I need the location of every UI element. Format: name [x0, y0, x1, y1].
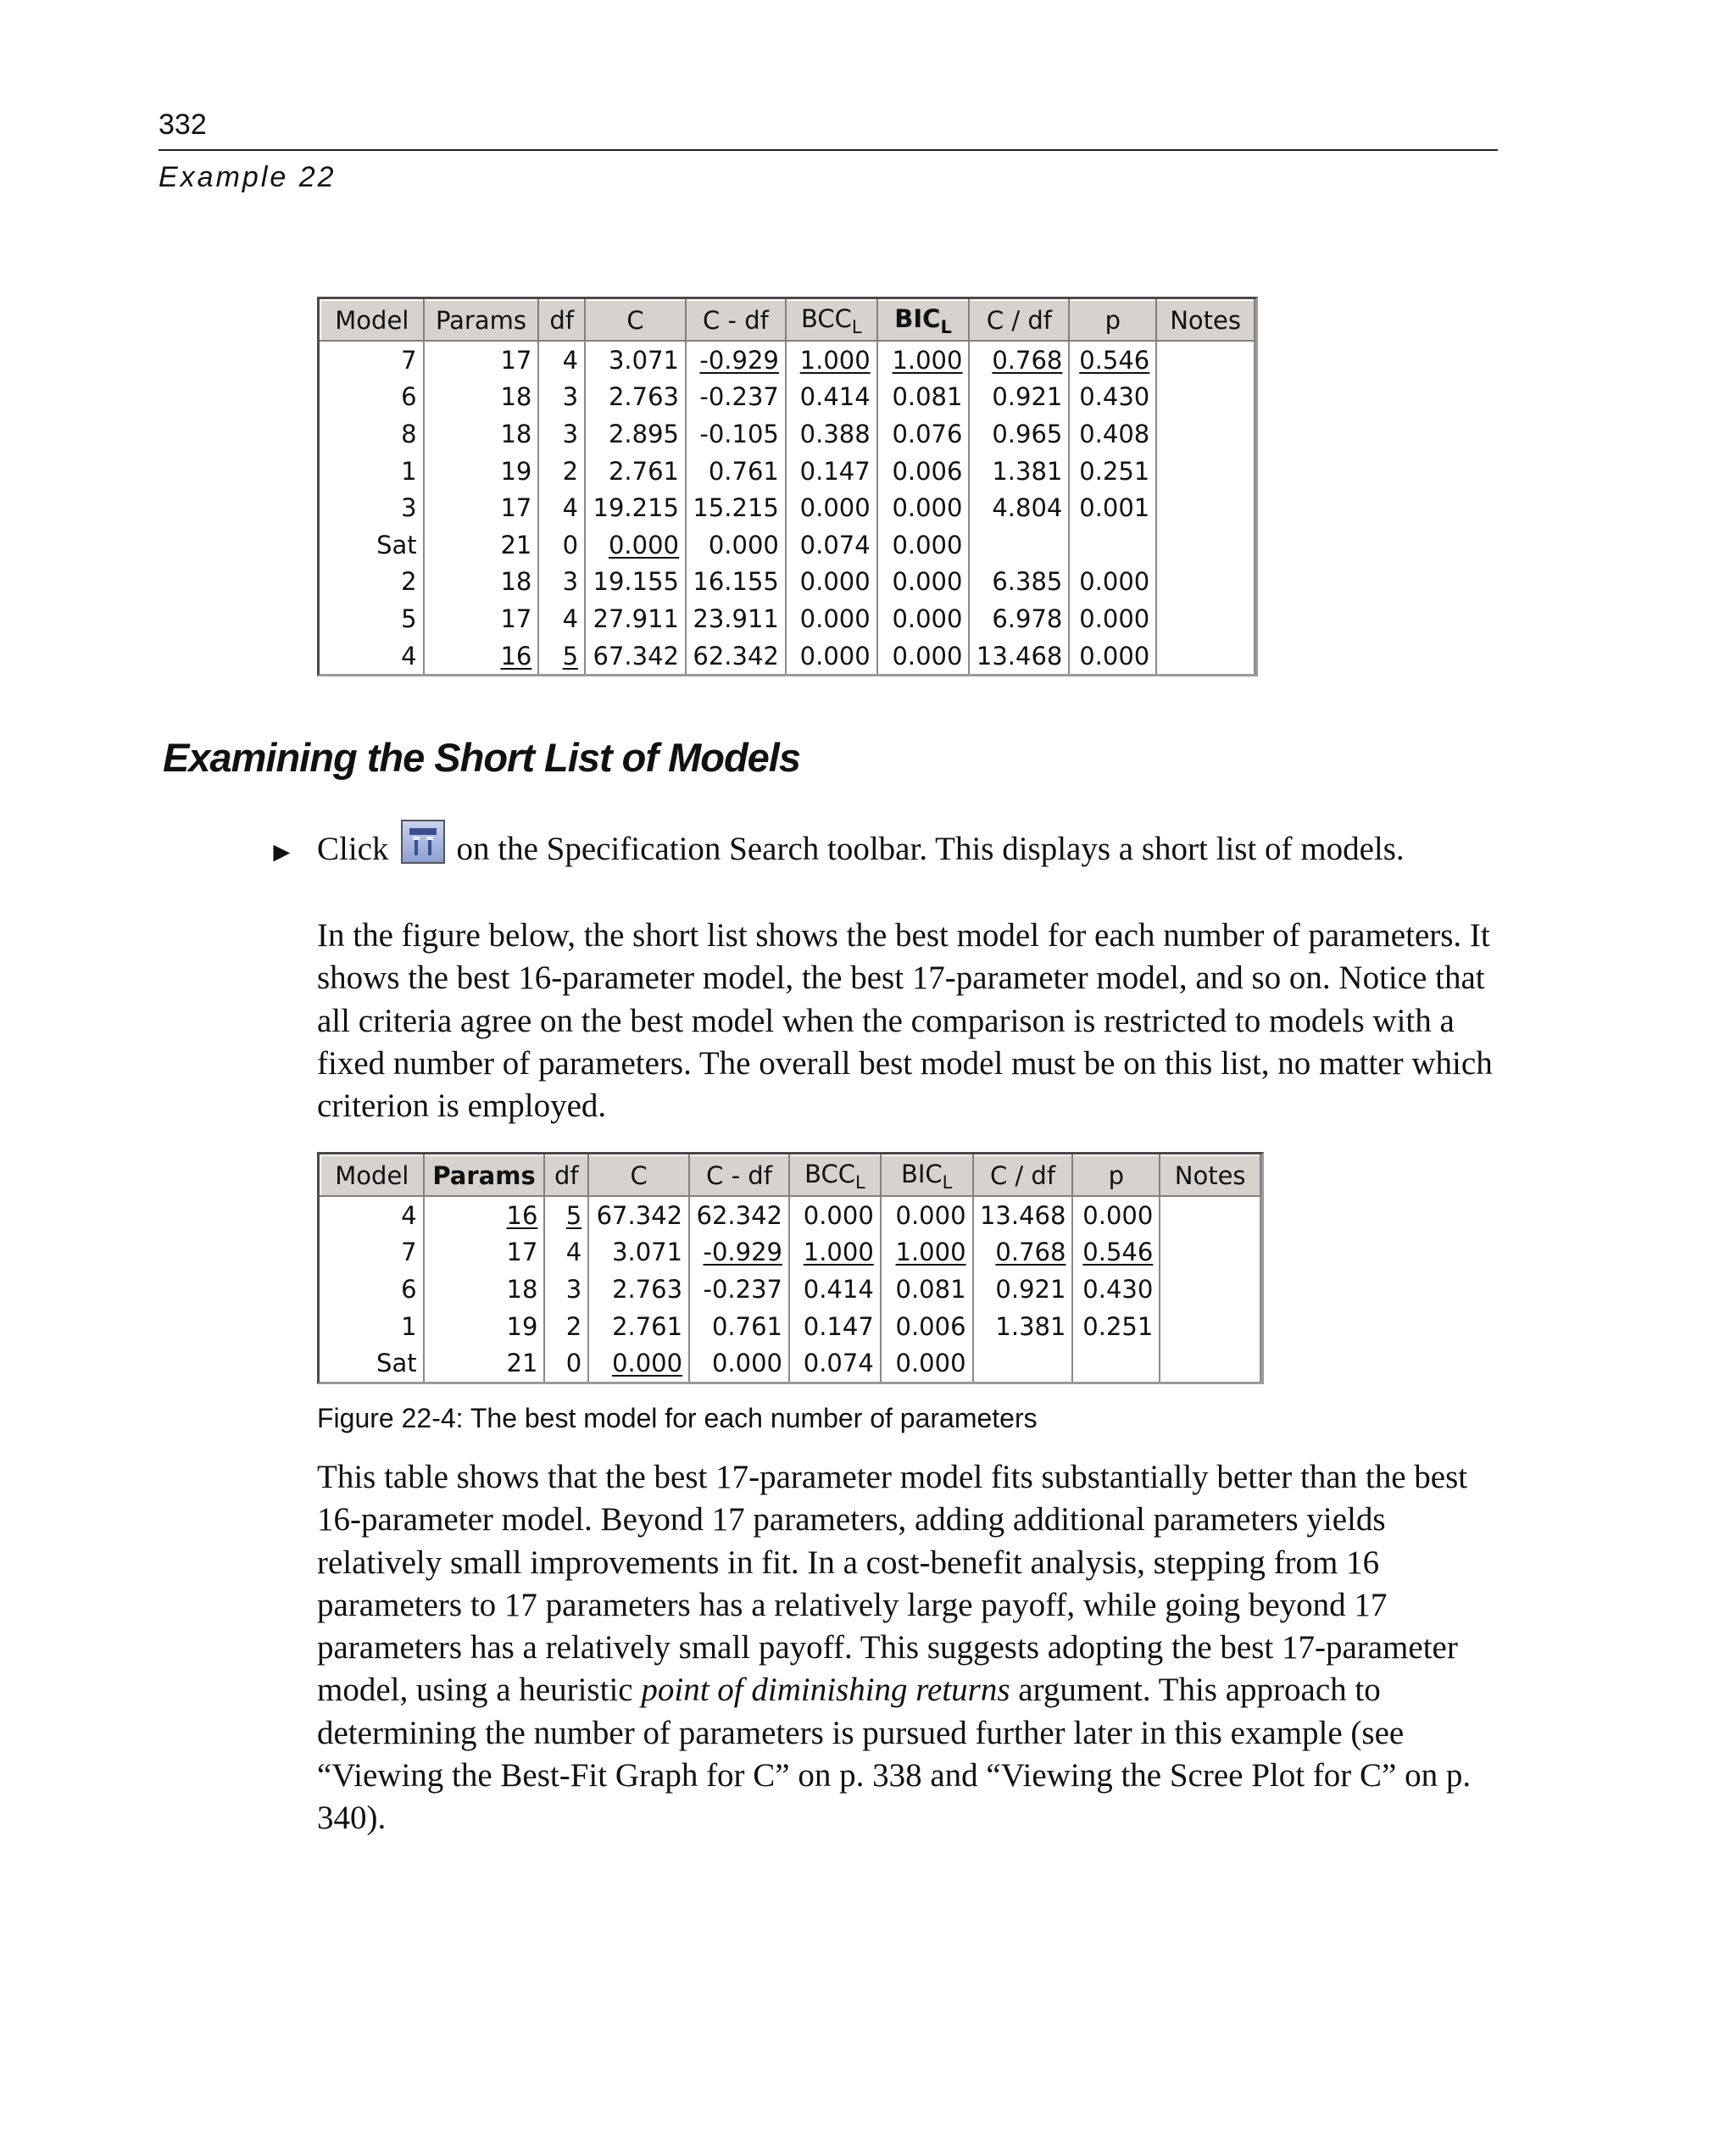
bullet-arrow: ► — [268, 837, 296, 868]
table-cell — [1156, 379, 1255, 416]
table-cell: 0 — [538, 526, 585, 564]
table-cell — [1069, 526, 1156, 564]
table-cell: 1.000 — [789, 1234, 881, 1271]
table-cell: 5 — [320, 600, 424, 637]
table-row[interactable] — [320, 453, 1255, 490]
table-cell — [1156, 564, 1255, 601]
column-header-label: C / df — [986, 306, 1052, 335]
table-cell: 0.006 — [881, 1308, 973, 1345]
column-header[interactable] — [1160, 1155, 1260, 1196]
table-cell: 0.000 — [877, 637, 970, 675]
table-header-row — [320, 300, 1255, 341]
table-cell: 0.414 — [789, 1271, 881, 1308]
table-cell: 0.000 — [786, 489, 877, 526]
column-header-label: C / df — [989, 1161, 1056, 1190]
table-cell: 0.000 — [877, 564, 970, 601]
column-header-label: df — [554, 1161, 579, 1190]
table-cell: 0.388 — [786, 415, 877, 453]
table-cell: 6 — [320, 1271, 424, 1308]
column-header[interactable] — [1069, 300, 1156, 341]
table-cell: 4 — [538, 600, 585, 637]
table-cell: 19.155 — [585, 564, 686, 601]
table-cell: 1.381 — [969, 453, 1069, 490]
table-cell: 2.895 — [585, 415, 686, 453]
table-cell — [1156, 341, 1255, 379]
table-cell: 4 — [320, 1196, 424, 1234]
table-cell: 0.921 — [969, 379, 1069, 416]
table-row[interactable] — [320, 526, 1255, 564]
table-cell: 4.804 — [969, 489, 1069, 526]
table-cell: 0.251 — [1072, 1308, 1160, 1345]
table-cell — [973, 1344, 1073, 1382]
table-cell: 16.155 — [686, 564, 786, 601]
table-cell: Sat — [320, 1344, 424, 1382]
table-row[interactable] — [320, 1234, 1260, 1271]
table-cell: 0.000 — [877, 526, 970, 564]
table-cell: -0.237 — [686, 379, 786, 416]
table-cell: 19.215 — [585, 489, 686, 526]
table-cell — [1160, 1196, 1260, 1234]
table-cell: 0.000 — [1069, 637, 1156, 675]
running-head: Example 22 — [159, 161, 337, 193]
table-cell: 6 — [320, 379, 424, 416]
table-cell: 8 — [320, 415, 424, 453]
table-cell: 2.761 — [588, 1308, 689, 1345]
table-cell: -0.105 — [686, 415, 786, 453]
column-header-label: C - df — [703, 306, 769, 335]
column-header[interactable] — [1072, 1155, 1160, 1196]
section-heading: Examining the Short List of Models — [163, 735, 800, 780]
table-cell: 4 — [538, 489, 585, 526]
table-cell: 3.071 — [585, 341, 686, 379]
column-header[interactable] — [320, 300, 424, 341]
table-cell: 2 — [320, 564, 424, 601]
paragraph-text-after: argument. This approach to determining the number of parameters is pursued further later in this example (see “Viewing the Best-Fit Graph for C” on p. 338 and “Viewing the Scree Plot for C” on p. 340). — [317, 1672, 1472, 1837]
column-header[interactable] — [544, 1155, 588, 1196]
column-header[interactable] — [538, 300, 585, 341]
table-cell: 67.342 — [588, 1196, 689, 1234]
column-header-label: C — [626, 306, 644, 335]
table-cell — [1156, 453, 1255, 490]
table-cell: 0.000 — [1069, 564, 1156, 601]
column-header[interactable] — [588, 1155, 689, 1196]
table-cell: 19 — [424, 453, 539, 490]
table-cell: 0.001 — [1069, 489, 1156, 526]
column-header[interactable] — [686, 300, 786, 341]
table-cell: 0.921 — [973, 1271, 1073, 1308]
table-cell: 0.000 — [786, 564, 877, 601]
table-cell: 16 — [424, 1196, 545, 1234]
table-cell: -0.237 — [689, 1271, 789, 1308]
table-row[interactable] — [320, 489, 1255, 526]
table-row[interactable] — [320, 600, 1255, 637]
table-cell: 0 — [544, 1344, 588, 1382]
column-header-subscript: L — [851, 316, 862, 337]
table-cell: 5 — [544, 1196, 588, 1234]
table-cell: 0.768 — [969, 341, 1069, 379]
table-cell: 0.965 — [969, 415, 1069, 453]
table-cell: 0.761 — [686, 453, 786, 490]
table-cell: 3 — [538, 415, 585, 453]
column-header-label: C - df — [706, 1161, 772, 1190]
table-cell — [1072, 1344, 1160, 1382]
table-cell: 0.430 — [1069, 379, 1156, 416]
table-cell: 0.074 — [786, 526, 877, 564]
table-cell: 0.251 — [1069, 453, 1156, 490]
column-header[interactable] — [973, 1155, 1073, 1196]
table-cell: 19 — [424, 1308, 545, 1345]
table-cell: 1.000 — [877, 341, 970, 379]
column-header-label: p — [1108, 1161, 1125, 1190]
instruction-text: on the Specification Search toolbar. This displays a short list of models. — [456, 830, 1405, 867]
column-header[interactable] — [969, 300, 1069, 341]
table-cell: 23.911 — [686, 600, 786, 637]
paragraph-italic-phrase: point of diminishing returns — [641, 1672, 1010, 1709]
column-header[interactable] — [877, 300, 970, 341]
table-cell: 0.147 — [789, 1308, 881, 1345]
table-cell: 1 — [320, 453, 424, 490]
column-header-label: Model — [335, 1161, 409, 1190]
table-cell: 0.000 — [789, 1196, 881, 1234]
table-cell: 1 — [320, 1308, 424, 1345]
column-header-subscript: L — [854, 1171, 865, 1193]
table-cell — [1160, 1234, 1260, 1271]
table-cell: 1.000 — [786, 341, 877, 379]
table-cell: 21 — [424, 526, 539, 564]
column-header[interactable] — [689, 1155, 789, 1196]
table-cell: 17 — [424, 489, 539, 526]
model-fit-table-full — [317, 297, 1258, 676]
table-cell: 0.408 — [1069, 415, 1156, 453]
column-header[interactable] — [881, 1155, 973, 1196]
table-row[interactable] — [320, 341, 1255, 379]
column-header-subscript: L — [942, 1171, 953, 1193]
click-word: Click — [317, 830, 389, 867]
table-cell — [1160, 1344, 1260, 1382]
table-cell: 3 — [538, 564, 585, 601]
table-cell: 62.342 — [689, 1196, 789, 1234]
table-cell: 4 — [544, 1234, 588, 1271]
column-header[interactable] — [786, 300, 877, 341]
table-cell: 0.414 — [786, 379, 877, 416]
table-cell: 0.000 — [689, 1344, 789, 1382]
column-header-label: BCC — [800, 303, 852, 333]
table-cell: 0.768 — [973, 1234, 1073, 1271]
table-cell: 0.081 — [877, 379, 970, 416]
table-cell: 0.000 — [1072, 1196, 1160, 1234]
column-header[interactable] — [424, 1155, 545, 1196]
table-cell: 15.215 — [686, 489, 786, 526]
table-row[interactable] — [320, 415, 1255, 453]
table-cell: 21 — [424, 1344, 545, 1382]
table-cell: 67.342 — [585, 637, 686, 675]
table-cell: 0.546 — [1072, 1234, 1160, 1271]
table-cell: 4 — [538, 341, 585, 379]
table-cell — [1156, 526, 1255, 564]
table-cell: 6.385 — [969, 564, 1069, 601]
table-cell: 0.074 — [789, 1344, 881, 1382]
table-cell: 0.000 — [686, 526, 786, 564]
column-header-label: BIC — [900, 1159, 943, 1188]
table-row[interactable] — [320, 637, 1255, 675]
table-cell: -0.929 — [686, 341, 786, 379]
table-cell: 0.000 — [1069, 600, 1156, 637]
paragraph-conclusion — [317, 1456, 1504, 1840]
table-cell: 0.076 — [877, 415, 970, 453]
table-cell: 2 — [538, 453, 585, 490]
table-cell: 0.000 — [881, 1196, 973, 1234]
column-header-label: Params — [432, 1161, 536, 1190]
table-cell: 0.000 — [786, 637, 877, 675]
table-cell: 0.000 — [585, 526, 686, 564]
column-header[interactable] — [789, 1155, 881, 1196]
table-cell: 2.763 — [585, 379, 686, 416]
table-cell — [969, 526, 1069, 564]
column-header-label: Model — [335, 306, 409, 335]
table-cell: 1.000 — [881, 1234, 973, 1271]
table-cell: 7 — [320, 341, 424, 379]
header-rule — [159, 149, 1498, 151]
table-cell: 3.071 — [588, 1234, 689, 1271]
table-header-row — [320, 1155, 1260, 1196]
table-cell: 17 — [424, 1234, 545, 1271]
table-cell: 18 — [424, 379, 539, 416]
table-cell: 3 — [544, 1271, 588, 1308]
table-cell — [1156, 637, 1255, 675]
model-fit-table-short — [317, 1152, 1264, 1384]
column-header[interactable] — [1156, 300, 1255, 341]
short-list-icon[interactable] — [401, 820, 445, 864]
table-cell — [1160, 1271, 1260, 1308]
column-header-label: Params — [435, 306, 526, 335]
table-cell: 18 — [424, 415, 539, 453]
table-cell: -0.929 — [689, 1234, 789, 1271]
table-cell: 0.546 — [1069, 341, 1156, 379]
column-header-label: Notes — [1170, 306, 1241, 335]
table-cell: 7 — [320, 1234, 424, 1271]
table-row[interactable] — [320, 564, 1255, 601]
column-header-label: p — [1104, 306, 1121, 335]
column-header-label: BCC — [804, 1159, 855, 1188]
table-cell: 17 — [424, 600, 539, 637]
table-cell: 0.000 — [877, 600, 970, 637]
table-cell: 0.000 — [877, 489, 970, 526]
paragraph-short-list: In the figure below, the short list shows the best model for each number of parameters. It shows the best 16-parameter model, the best 17-parameter model, and so on. Notice that all criteria agree on the best model when the comparison is restricted to models with a fixed number of parameters. The overall best model must be on this list, no matter which criterion is employed. — [317, 917, 1493, 1125]
table-row[interactable] — [320, 379, 1255, 416]
table-cell: 17 — [424, 341, 539, 379]
instruction-step — [317, 826, 1405, 871]
column-header-subscript: L — [940, 316, 952, 337]
table-cell: 13.468 — [973, 1196, 1073, 1234]
table-row[interactable] — [320, 1308, 1260, 1345]
table-cell: 0.081 — [881, 1271, 973, 1308]
page-number: 332 — [159, 108, 207, 141]
table-cell: 0.000 — [588, 1344, 689, 1382]
table-cell: 2.761 — [585, 453, 686, 490]
column-header[interactable] — [585, 300, 686, 341]
table-row[interactable] — [320, 1344, 1260, 1382]
table-cell: 0.000 — [786, 600, 877, 637]
table-cell: 0.430 — [1072, 1271, 1160, 1308]
table-cell: 18 — [424, 564, 539, 601]
column-header-label: BIC — [894, 303, 941, 333]
table-cell: 6.978 — [969, 600, 1069, 637]
table-cell: 2 — [544, 1308, 588, 1345]
table-cell — [1160, 1308, 1260, 1345]
column-header-label: df — [549, 306, 575, 335]
table-cell: 0.006 — [877, 453, 970, 490]
table-cell: 27.911 — [585, 600, 686, 637]
table-cell — [1156, 600, 1255, 637]
paragraph-text-before: This table shows that the best 17-parameter model fits substantially better than the best 16-parameter model. Beyond 17 parameters, adding additional parameters yields relatively small improvements in fit. In a cost-benefit analysis, stepping from 16 parameters to 17 parameters has a relatively large payoff, while going beyond 17 parameters has a relatively small payoff. This suggests adopting the best 17-parameter model, using a heuristic — [317, 1459, 1468, 1709]
table-cell: 0.147 — [786, 453, 877, 490]
table-cell: 4 — [320, 637, 424, 675]
table-cell — [1156, 415, 1255, 453]
column-header-label: Notes — [1174, 1161, 1246, 1190]
table-cell: 1.381 — [973, 1308, 1073, 1345]
table-cell: 0.761 — [689, 1308, 789, 1345]
column-header[interactable] — [320, 1155, 424, 1196]
table-cell: 62.342 — [686, 637, 786, 675]
column-header[interactable] — [424, 300, 539, 341]
table-row[interactable] — [320, 1196, 1260, 1234]
table-cell: 13.468 — [969, 637, 1069, 675]
column-header-label: C — [630, 1161, 648, 1190]
table-cell: 16 — [424, 637, 539, 675]
figure-caption: Figure 22-4: The best model for each number of parameters — [317, 1403, 1038, 1433]
table-cell: Sat — [320, 526, 424, 564]
table-cell: 18 — [424, 1271, 545, 1308]
table-cell — [1156, 489, 1255, 526]
table-cell: 3 — [538, 379, 585, 416]
table-cell: 0.000 — [881, 1344, 973, 1382]
table-cell: 5 — [538, 637, 585, 675]
table-cell: 3 — [320, 489, 424, 526]
table-row[interactable] — [320, 1271, 1260, 1308]
table-cell: 2.763 — [588, 1271, 689, 1308]
